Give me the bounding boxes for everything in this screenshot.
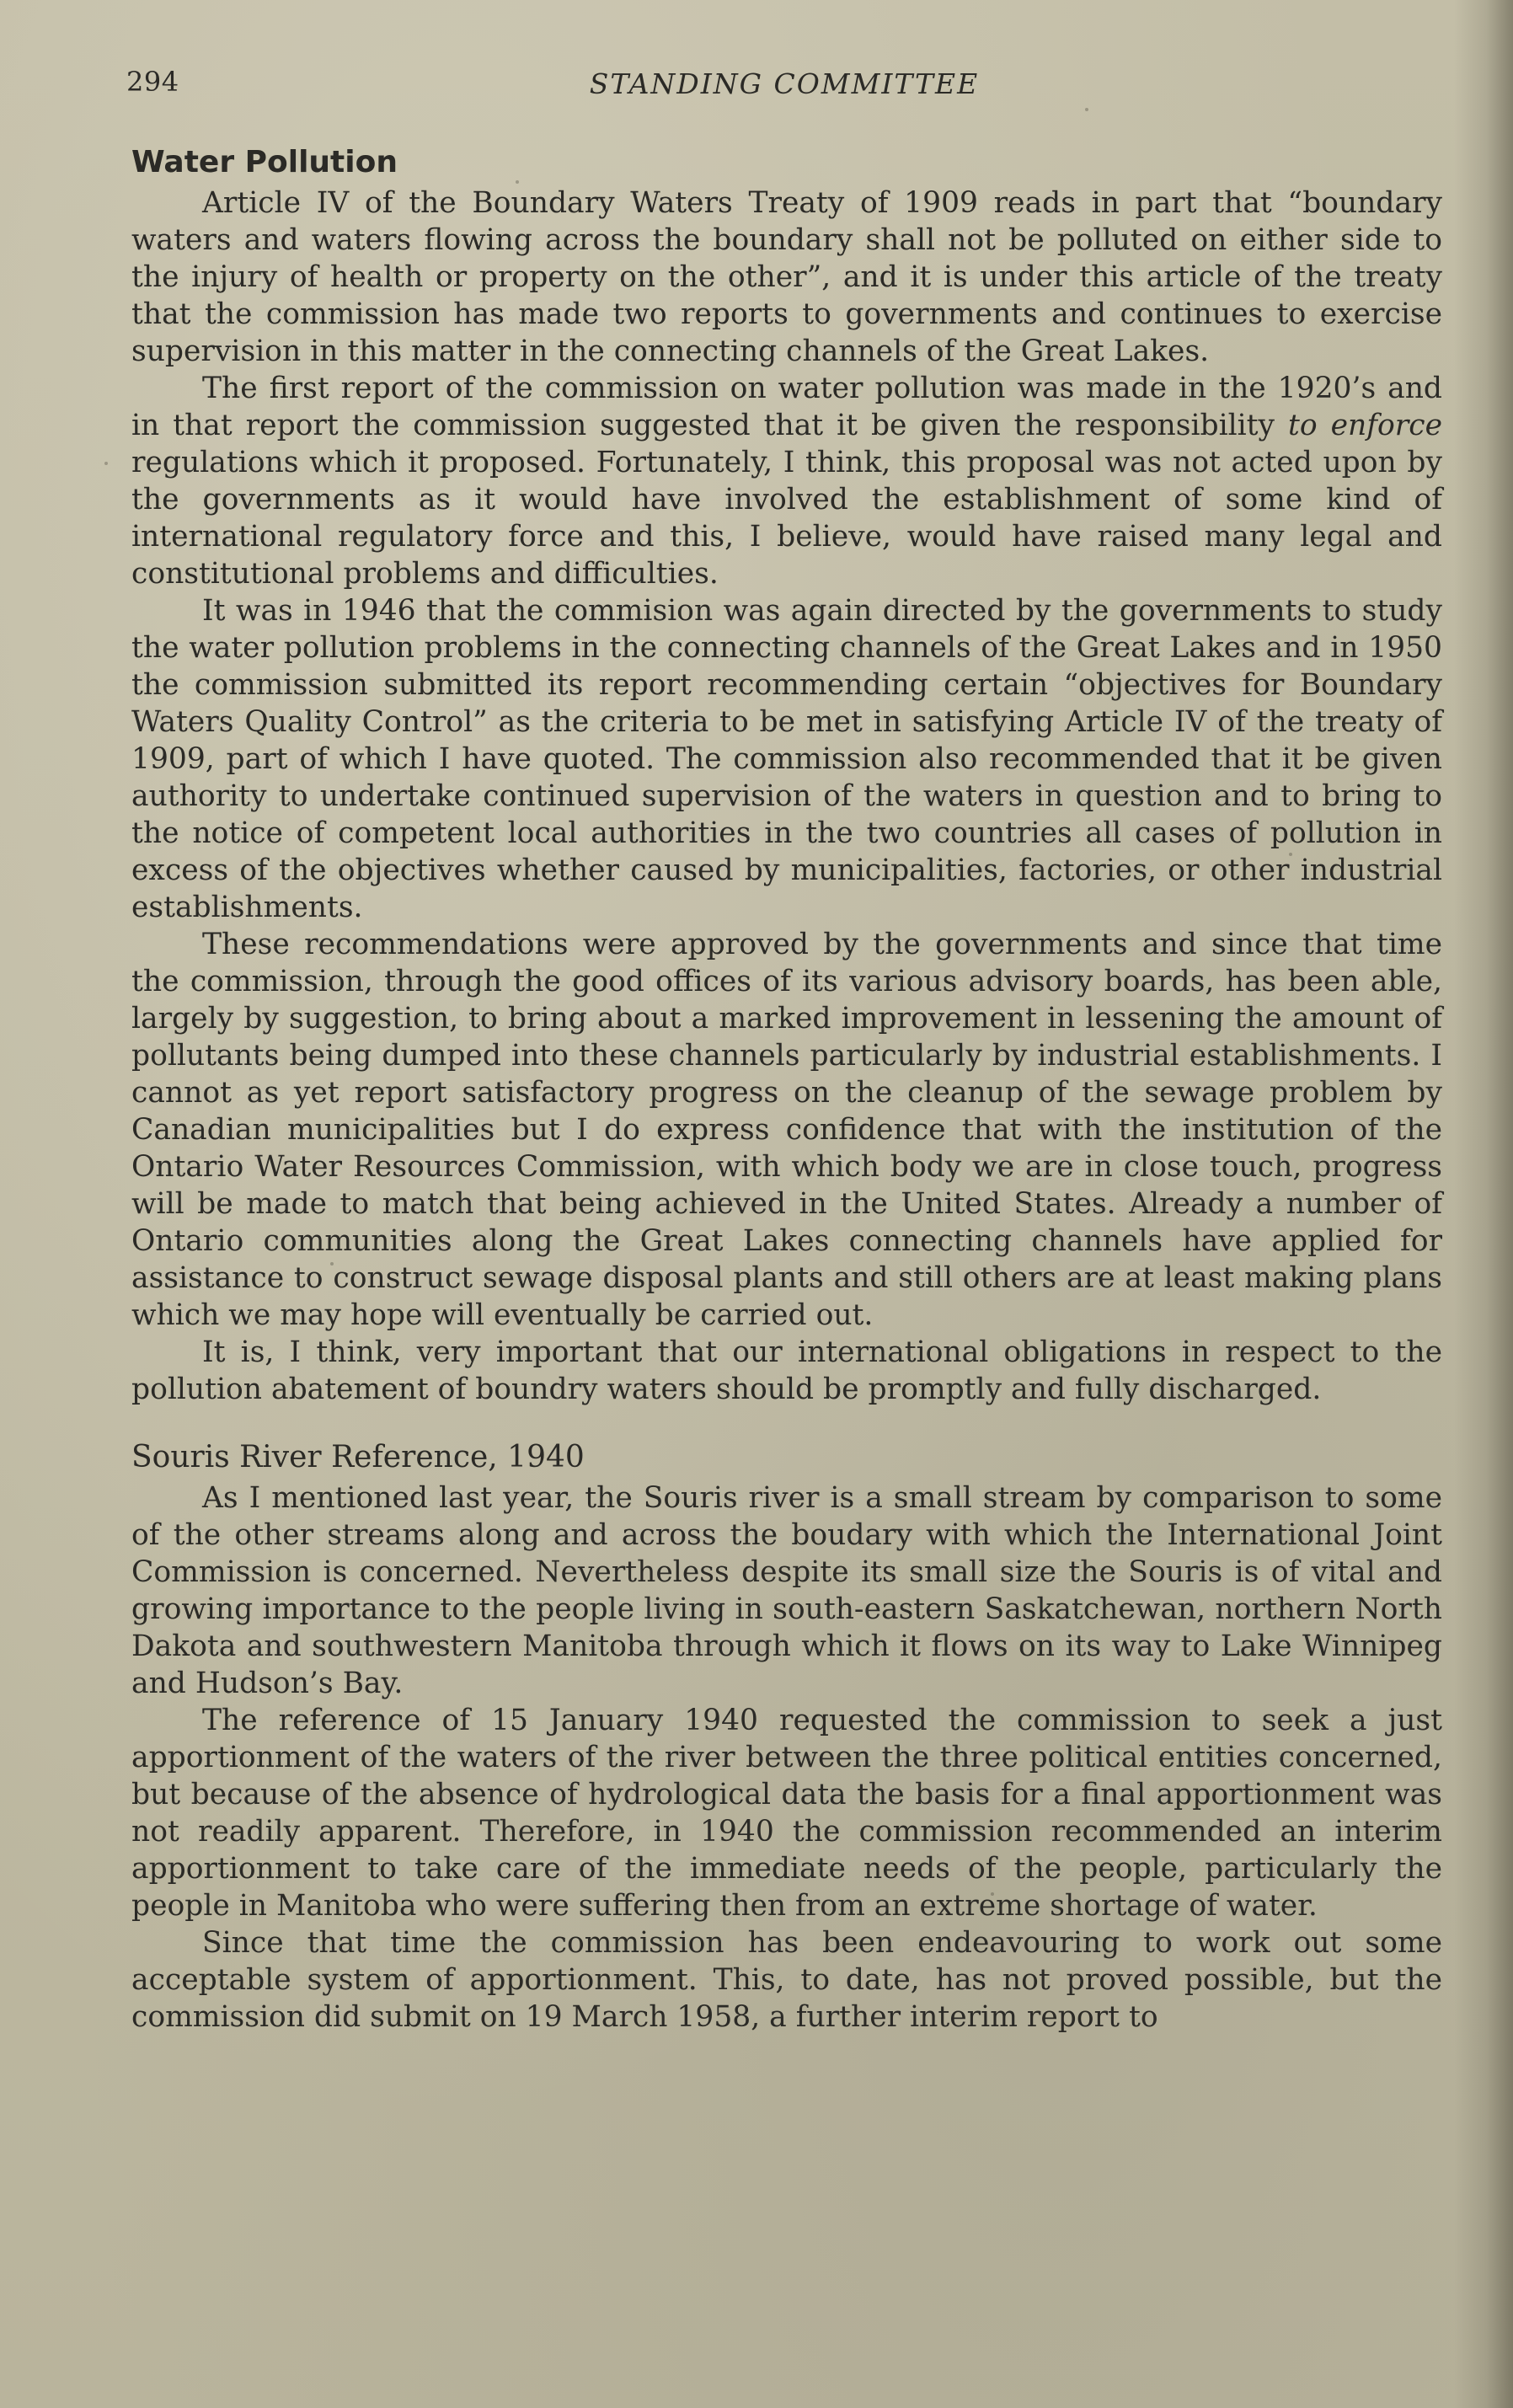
paragraph: The reference of 15 January 1940 requested the commission to seek a just apportionment of the waters of the river between the three political entities concerned, but because of the absence of hydrological data the basis for a final apportionment was not readily apparent. Therefore, in 1940 the commission recommended an interim apportionment to take care of the immediate needs of the people, particularly the people in Manitoba who were suffering then from an extreme shortage of water. xyxy=(131,1704,1442,1923)
running-head: STANDING COMMITTEE xyxy=(589,67,980,100)
emphasized-text: to enforce xyxy=(1288,409,1442,442)
paragraph xyxy=(126,370,1442,592)
paragraph-text: regulations which it proposed. Fortunately, I think, this proposal was not acted upon by the governments as it would have involved the establishment of some kind of international regulatory force and this, I believe, would have raised many legal and constitutional problems and difficulties. xyxy=(131,446,1442,591)
page-number: 294 xyxy=(126,66,179,98)
paragraph: Since that time the commission has been endeavouring to work out some acceptable system of apportionment. This, to date, has not proved possible, but the commission did submit on 19 March 1958, a further interim report to xyxy=(131,1926,1442,2034)
paragraph: It was in 1946 that the commision was again directed by the governments to study the water pollution problems in the connecting channels of the Great Lakes and in 1950 the commission submitted its report recommending certain “objectives for Boundary Waters Quality Control” as the criteria to be met in satisfying Article IV of the treaty of 1909, part of which I have quoted. The commission also recommended that it be given authority to undertake continued supervision of the waters in question and to bring to the notice of competent local authorities in the two countries all cases of pollution in excess of the objectives whether caused by municipalities, factories, or other industrial establishments. xyxy=(131,594,1442,924)
page-edge-shadow xyxy=(1454,0,1513,2408)
paragraph: These recommendations were approved by the governments and since that time the commission, through the good offices of its various advisory boards, has been able, largely by suggestion, to bring about a marked improvement in lessening the amount of pollutants being dumped into these channels particularly by industrial establishments. I cannot as yet report satisfactory progress on the cleanup of the sewage problem by Canadian municipalities but I do express confidence that with the institution of the Ontario Water Resources Commission, with which body we are in close touch, progress will be made to match that being achieved in the United States. Already a number of Ontario communities along the Great Lakes connecting channels have applied for assistance to construct sewage disposal plants and still others are at least making plans which we may hope will eventually be carried out. xyxy=(131,928,1442,1332)
section-heading-souris-river: Souris River Reference, 1940 xyxy=(131,1440,585,1474)
text-column xyxy=(126,59,1442,2036)
paragraph: Article IV of the Boundary Waters Treaty of 1909 reads in part that “boundary waters and waters flowing across the boundary shall not be polluted on either side to the injury of health or property on the other”, and it is under this article of the treaty that the commission has made two reports to governments and continues to exercise supervision in this matter in the connecting channels of the Great Lakes. xyxy=(131,186,1442,368)
paragraph-text: The first report of the commission on water pollution was made in the 1920’s and in that report the commission suggested that it be given the responsibility xyxy=(131,372,1442,442)
paragraph: It is, I think, very important that our international obligations in respect to the pollution abatement of boundry waters should be promptly and fully discharged. xyxy=(131,1335,1442,1406)
section-heading-water-pollution: Water Pollution xyxy=(131,145,398,179)
paper-speck xyxy=(104,462,108,465)
paragraph: As I mentioned last year, the Souris river is a small stream by comparison to some of the other streams along and across the boudary with which the International Joint Commission is concerned. Nevertheless despite its small size the Souris is of vital and growing importance to the people living in south-eastern Saskatchewan, northern North Dakota and southwestern Manitoba through which it flows on its way to Lake Winnipeg and Hudson’s Bay. xyxy=(131,1481,1442,1700)
page-header xyxy=(126,59,1442,110)
